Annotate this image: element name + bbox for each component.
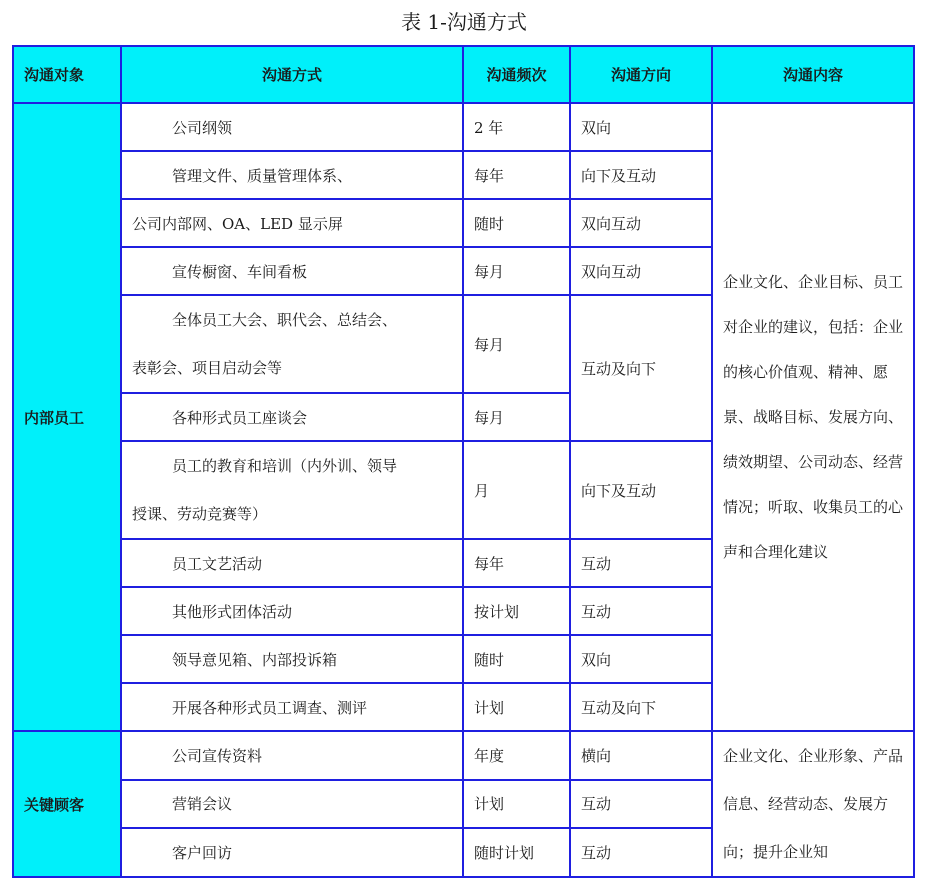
direction-cell: 互动 [570,828,712,877]
method-line-2: 表彰会、项目启动会等 [132,359,283,377]
method-cell: 公司纲领 [121,103,463,151]
direction-cell: 互动 [570,539,712,587]
method-cell: 公司宣传资料 [121,731,463,780]
direction-cell: 双向互动 [570,199,712,247]
frequency-cell: 每年 [463,151,570,199]
direction-cell: 互动 [570,587,712,635]
method-cell: 开展各种形式员工调查、测评 [121,683,463,731]
direction-cell: 双向互动 [570,247,712,295]
group-key-customers: 关键顾客 [13,731,121,877]
direction-cell: 向下及互动 [570,151,712,199]
method-line-2: 授课、劳动竞赛等） [132,505,268,523]
content-key-customers: 企业文化、企业形象、产品信息、经营动态、发展方向；提升企业知 [712,731,914,877]
frequency-cell: 随时计划 [463,828,570,877]
table-row [13,103,914,151]
method-line-1: 员工的教育和培训（内外训、领导 [172,457,398,475]
frequency-cell: 年度 [463,731,570,780]
frequency-cell: 按计划 [463,587,570,635]
group-internal: 内部员工 [13,103,121,731]
direction-cell: 双向 [570,103,712,151]
direction-cell: 向下及互动 [570,441,712,539]
content-internal: 企业文化、企业目标、员工对企业的建议，包括：企业的核心价值观、精神、愿景、战略目标、发展方向、绩效期望、公司动态、经营情况；听取、收集员工的心声和合理化建议 [712,103,914,731]
direction-cell: 双向 [570,635,712,683]
direction-cell: 互动及向下 [570,683,712,731]
frequency-cell: 2 年 [463,103,570,151]
frequency-cell: 随时 [463,635,570,683]
header-content: 沟通内容 [712,46,914,103]
frequency-cell: 每月 [463,393,570,441]
frequency-cell: 月 [463,441,570,539]
direction-cell: 横向 [570,731,712,780]
direction-cell: 互动及向下 [570,295,712,441]
header-direction: 沟通方向 [570,46,712,103]
method-cell: 其他形式团体活动 [121,587,463,635]
method-line-1: 全体员工大会、职代会、总结会、 [172,311,398,329]
frequency-cell: 每月 [463,295,570,393]
communication-table [12,45,915,878]
method-cell: 管理文件、质量管理体系、 [121,151,463,199]
frequency-cell: 计划 [463,780,570,829]
method-cell: 宣传橱窗、车间看板 [121,247,463,295]
header-target: 沟通对象 [13,46,121,103]
header-frequency: 沟通频次 [463,46,570,103]
method-cell: 各种形式员工座谈会 [121,393,463,441]
method-cell: 领导意见箱、内部投诉箱 [121,635,463,683]
method-cell [121,295,463,393]
method-cell: 客户回访 [121,828,463,877]
method-cell: 营销会议 [121,780,463,829]
frequency-cell: 每月 [463,247,570,295]
table-caption: 表 1-沟通方式 [401,10,527,34]
method-cell: 员工文艺活动 [121,539,463,587]
header-method: 沟通方式 [121,46,463,103]
frequency-cell: 计划 [463,683,570,731]
frequency-cell: 随时 [463,199,570,247]
direction-cell: 互动 [570,780,712,829]
table-row [13,731,914,780]
method-cell [121,441,463,539]
header-row [13,46,914,103]
frequency-cell: 每年 [463,539,570,587]
method-cell: 公司内部网、OA、LED 显示屏 [121,199,463,247]
